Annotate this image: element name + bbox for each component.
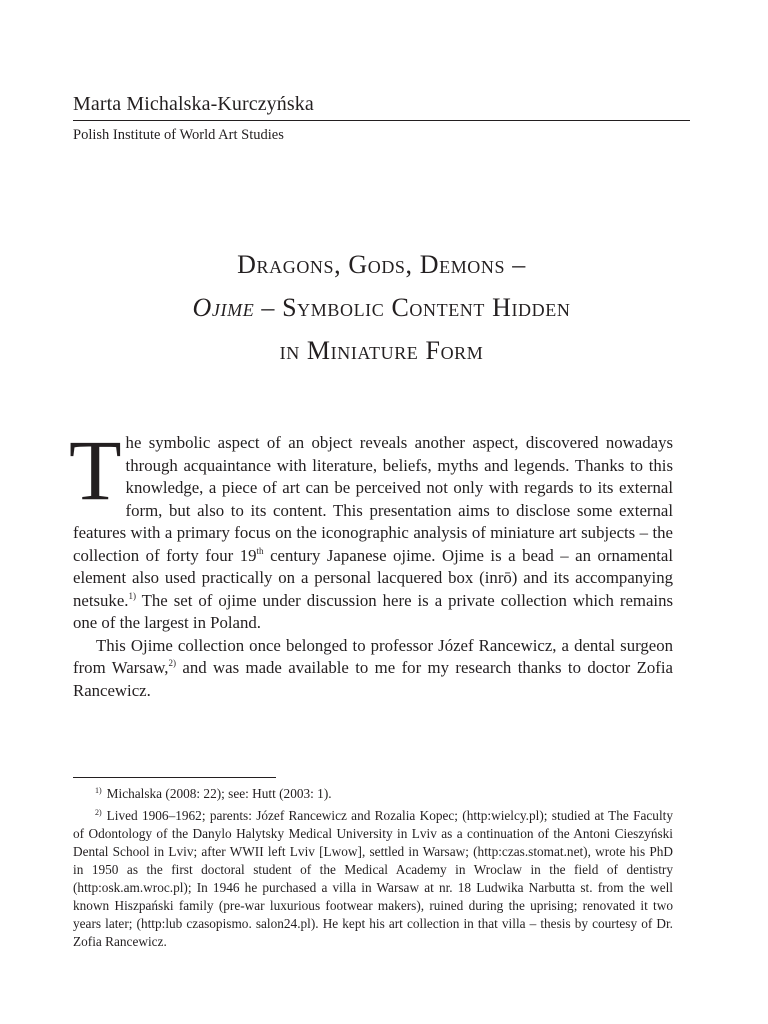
title-italic-word: Ojime xyxy=(192,293,255,322)
footnote-ref-1[interactable]: 1) xyxy=(128,590,136,601)
paragraph-2-text-b: and was made available to me for my research thanks to doctor Zofia Rancewicz. xyxy=(73,658,673,700)
paragraph-1 xyxy=(69,422,673,635)
paragraph-1-text-c: The set of ojime under discussion here is a private collection which remains one of the largest in Poland. xyxy=(73,590,673,632)
title-line-2 xyxy=(73,286,690,329)
title-line-2-rest: – Symbolic Content Hidden xyxy=(254,293,571,322)
footnote-2 xyxy=(73,807,673,951)
title-line-3: in Miniature Form xyxy=(279,336,484,365)
footnote-1-mark: 1) xyxy=(95,786,102,795)
paragraph-1-text-b: century Japanese ojime. Ojime is a bead – an ornamental element also used practically on a personal lacquered box (inrō) and its accompanying netsuke. xyxy=(73,545,673,610)
paragraph-2-text-a: This Ojime collection once belonged to professor Józef Rancewicz, a dental surgeon from Warsaw, xyxy=(73,635,673,677)
footnote-separator xyxy=(73,777,276,778)
author-affiliation: Polish Institute of World Art Studies xyxy=(73,127,284,143)
author-name: Marta Michalska-Kurczyńska xyxy=(73,90,690,121)
body-text xyxy=(69,422,673,702)
author-block xyxy=(73,90,690,145)
article-title xyxy=(73,243,690,372)
footnote-2-mark: 2) xyxy=(95,808,102,817)
drop-cap: T xyxy=(69,422,122,518)
footnote-2-text: Lived 1906–1962; parents: Józef Rancewicz and Rozalia Kopec; (http:wielcy.pl); studied at The Faculty of Odontology of the Danylo Halytsky Medical University in Lviv as a continuation of the Antoni Cieszyński Dental School in Lviv; after WWII left Lviv [Lwow], settled in Warsaw; (http:czas.stomat.net), wrote his PhD in 1950 as the first doctoral student of the Medical Academy in Wroclaw in the field of dentistry (http:osk.am.wroc.pl); In 1946 he purchased a villa in Warsaw at nr. 18 Ludwika Narbutta st. from the well known Hiszpański family (pre-war luxurious footwear makers), ruined during the uprising; renovated it two years later; (http:lub czasopismo. salon24.pl). He kept his art collection in that villa – thesis by courtesy of Dr. Zofia Rancewicz. xyxy=(73,808,673,949)
ordinal-superscript: th xyxy=(256,545,264,556)
footnotes xyxy=(73,785,673,951)
paragraph-1-text-a: he symbolic aspect of an object reveals another aspect, discovered nowadays through acquaintance with literature, beliefs, myths and legends. Thanks to this knowledge, a piece of art can be perceived not only with regards to its external form, but also to its content. This presentation aims to disclose some external features with a primary focus on the iconographic analysis of miniature art subjects – the collection of forty four 19 xyxy=(73,433,673,565)
footnote-ref-2[interactable]: 2) xyxy=(168,658,176,668)
title-line-1: Dragons, Gods, Demons – xyxy=(237,250,526,279)
footnote-1-text: Michalska (2008: 22); see: Hutt (2003: 1). xyxy=(106,786,332,801)
footnote-1 xyxy=(73,785,673,803)
paragraph-2 xyxy=(73,635,673,703)
